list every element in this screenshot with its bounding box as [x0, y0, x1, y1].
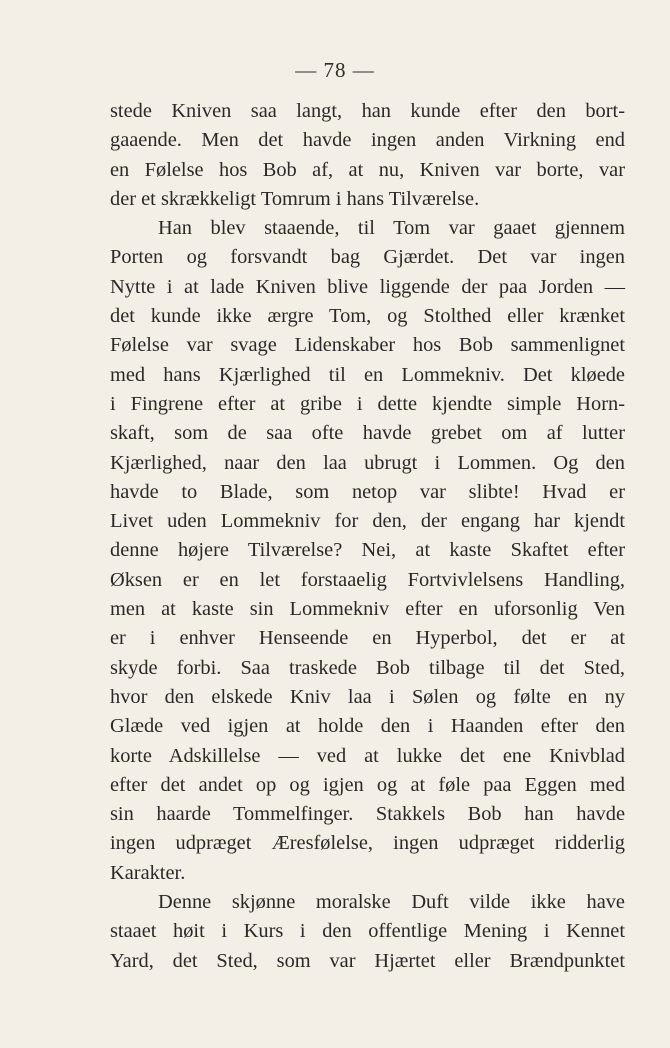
text-line: skyde forbi. Saa traskede Bob tilbage til det Sted,: [110, 656, 625, 679]
text-line: denne højere Tilværelse? Nei, at kaste Skaftet efter: [110, 539, 625, 562]
page-number: — 78 —: [295, 58, 375, 82]
text-line: Kjærlighed, naar den laa ubrugt i Lommen. Og den: [110, 451, 625, 474]
text-line: i Fingrene efter at gribe i dette kjendte simple Horn-: [110, 392, 625, 415]
text-line: Yard, det Sted, som var Hjærtet eller Brændpunktet: [110, 949, 625, 972]
text-line: Denne skjønne moralske Duft vilde ikke have: [158, 891, 625, 914]
text-line: Øksen er en let forstaaelig Fortvivlelsens Handling,: [110, 568, 625, 591]
text-line: er i enhver Henseende en Hyperbol, det er at: [110, 627, 625, 650]
text-line: efter det andet op og igjen og at føle paa Eggen med: [110, 773, 625, 796]
text-line: Livet uden Lommekniv for den, der engang har kjendt: [110, 510, 625, 533]
text-line: Karakter.: [110, 861, 186, 884]
text-line: staaet høit i Kurs i den offentlige Mening i Kennet: [110, 920, 625, 943]
text-line: Porten og forsvandt bag Gjærdet. Det var ingen: [110, 246, 625, 269]
text-line: ingen udpræget Æresfølelse, ingen udpræget ridderlig: [110, 832, 625, 855]
text-line: men at kaste sin Lommekniv efter en uforsonlig Ven: [110, 598, 625, 621]
text-line: en Følelse hos Bob af, at nu, Kniven var borte, var: [110, 158, 625, 181]
text-line: skaft, som de saa ofte havde grebet om af lutter: [110, 422, 625, 445]
text-line: det kunde ikke ærgre Tom, og Stolthed eller krænket: [110, 305, 625, 328]
text-line: Glæde ved igjen at holde den i Haanden efter den: [110, 715, 625, 738]
text-line: stede Kniven saa langt, han kunde efter den bort-: [110, 100, 625, 122]
text-line: der et skrækkeligt Tomrum i hans Tilværelse.: [110, 187, 480, 210]
text-line: sin haarde Tommelfinger. Stakkels Bob han havde: [110, 803, 625, 826]
text-line: havde to Blade, som netop var slibte! Hvad er: [110, 480, 625, 503]
text-line: korte Adskillelse — ved at lukke det ene Knivblad: [110, 744, 625, 767]
text-line: hvor den elskede Kniv laa i Sølen og følte en ny: [110, 685, 625, 708]
text-line: Han blev staaende, til Tom var gaaet gjennem: [158, 217, 625, 240]
text-line: med hans Kjærlighed til en Lommekniv. Det kløede: [110, 363, 625, 386]
text-line: gaaende. Men det havde ingen anden Virkning end: [110, 129, 625, 152]
text-line: Nytte i at lade Kniven blive liggende der paa Jorden —: [110, 275, 625, 298]
text-line: Følelse var svage Lidenskaber hos Bob sammenlignet: [110, 334, 625, 357]
body-text: [110, 97, 625, 976]
